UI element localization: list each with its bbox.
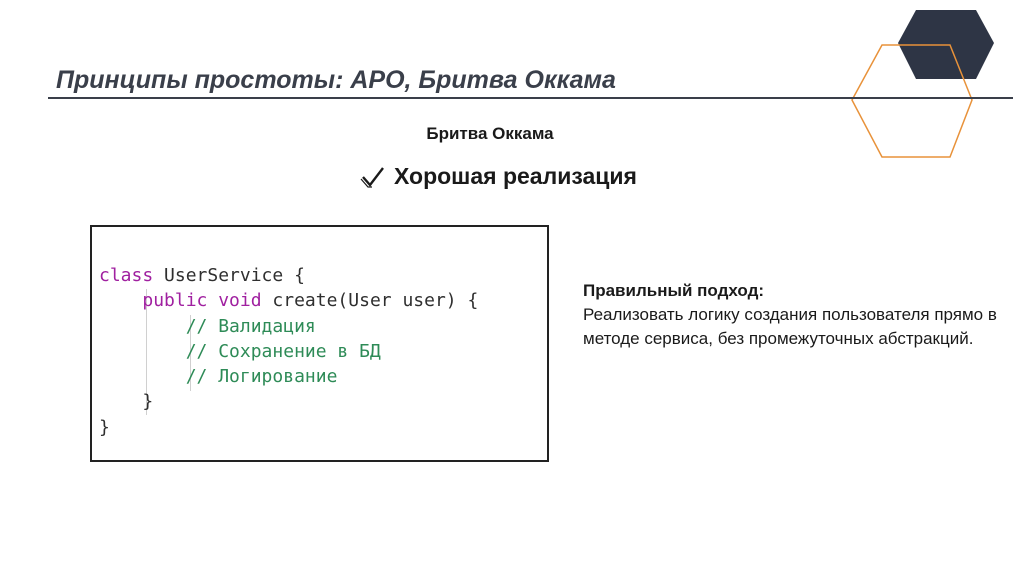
code-line: // Логирование	[185, 366, 338, 388]
code-line: }	[142, 391, 154, 413]
good-implementation-label: Хорошая реализация	[394, 163, 637, 189]
subtitle-text: Бритва Оккама	[426, 124, 554, 143]
section-subtitle	[0, 124, 1024, 144]
good-implementation-heading	[360, 163, 637, 190]
check-icon	[360, 165, 386, 189]
code-line: // Валидация	[185, 315, 316, 337]
approach-body: Реализовать логику создания пользователя прямо в методе сервиса, без промежуточных абстракций.	[583, 305, 997, 348]
approach-heading: Правильный подход:	[583, 281, 765, 300]
code-line: // Сохранение в БД	[185, 340, 381, 362]
code-block	[99, 263, 478, 440]
hexagon-decoration	[830, 0, 1024, 170]
slide-title: Принципы простоты: АРО, Бритва Оккама	[56, 66, 616, 94]
code-line: }	[99, 416, 110, 438]
code-line: class UserService {	[99, 265, 305, 286]
code-snippet	[90, 225, 549, 462]
code-line: public void create(User user) {	[142, 290, 479, 312]
approach-description	[583, 279, 1003, 351]
title-divider	[48, 97, 1013, 99]
